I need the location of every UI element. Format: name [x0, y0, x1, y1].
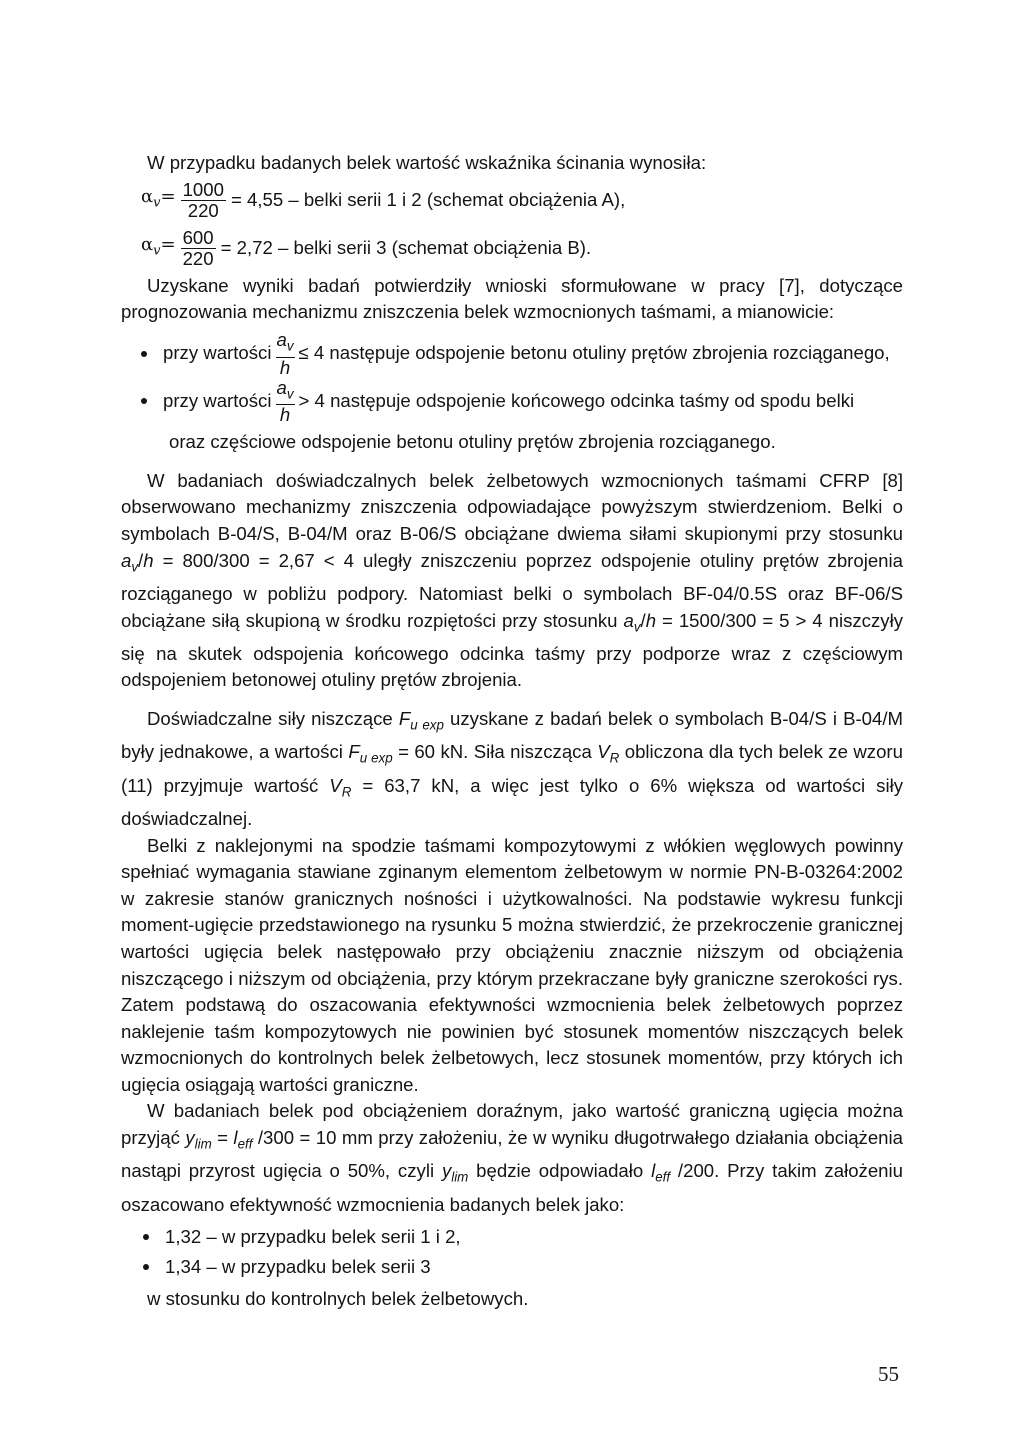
intro-paragraph: W przypadku badanych belek wartość wskaźnika ścinania wynosiła: [147, 152, 707, 173]
alpha-symbol: $\alpha_v=$ [141, 234, 176, 259]
paragraph-results: Uzyskane wyniki badań potwierdziły wnioski sformułowane w pracy [7], dotyczące prognozowania mechanizmu zniszczenia belek wzmocnionych taśmami, a mianowicie: [121, 274, 903, 323]
fraction-denominator: 220 [182, 248, 214, 270]
bullet-icon [143, 1234, 149, 1240]
efficiency-list [121, 1222, 903, 1282]
bullet-icon [143, 1264, 149, 1270]
paragraph-cfrp: W badaniach doświadczalnych belek żelbetowych wzmocnionych taśmami CFRP [8] obserwowano mechanizmy zniszczenia odpowiadające powyższym stwierdzeniom. Belki o symbolach B-04/S, B-04/M oraz B-06/S obciążane dwiema siłami skupionymi przy stosunku $a_v/h = 800/300 = 2,67 < 4$ uległy zniszczeniu poprzez odspojenie otuliny prętów zbrojenia rozciąganego w pobliżu podpory. Natomiast belki o symbolach BF-04/0.5S oraz BF-06/S obciążane siłą skupioną w środku rozpiętości przy stosunku $a_v/h = 1500/300 = 5 > 4$ niszczyły się na skutek odspojenia końcowego odcinka taśmy przy podporze wraz z częściowym odspojeniem betonowej otuliny prętów zbrojenia. [121, 469, 904, 691]
page-number: 55 [878, 1362, 899, 1386]
fraction [181, 228, 216, 269]
list-item: przy wartości $\frac{a_v}{h}$ > 4 następuje odspojenie końcowego odcinka taśmy od spodu belki [141, 378, 903, 426]
equation-rhs: = 4,55 – belki serii 1 i 2 (schemat obciążenia A), [230, 189, 626, 211]
bullet-icon [141, 398, 147, 404]
fraction [181, 180, 226, 221]
fraction-numerator: 1000 [182, 179, 224, 201]
fraction-av-h: $\frac{a_v}{h}$ [276, 376, 294, 426]
paragraph-serviceability: Belki z naklejonymi na spodzie taśmami kompozytowymi z włókien węglowych powinny spełniać wymagania stawiane zginanym elementom żelbetowym w normie PN-B-03264:2002 w zakresie stanów granicznych nośności i użytkowalności. Na podstawie wykresu funkcji moment-ugięcie przedstawionego na rysunku 5 można stwierdzić, że przekroczenie granicznej wartości ugięcia belek następowało przy obciążeniu znacznie niższym od obciążenia niszczącego i niższym od obciążenia, przy którym przekraczane były graniczne szerokości rys. Zatem podstawą do oszacowania efektywności wzmocnienia belek żelbetowych poprzez naklejenie taśm kompozytowych nie powinien być stosunek momentów niszczących belek wzmocnionych do kontrolnych belek żelbetowych, lecz stosunek momentów, przy których ich ugięcia osiągają wartości graniczne. [121, 834, 903, 1095]
fraction-denominator: 220 [187, 200, 219, 222]
fraction-av-h: $\frac{a_v}{h}$ [276, 328, 294, 378]
equation-alpha-2 [141, 225, 903, 273]
list-continuation: oraz częściowe odspojenie betonu otuliny prętów zbrojenia rozciąganego. [169, 431, 776, 453]
fraction-numerator: 600 [182, 227, 214, 249]
closing-line: w stosunku do kontrolnych belek żelbetowych. [147, 1288, 529, 1310]
list-item: przy wartości $\frac{a_v}{h}$ ≤ 4 następuje odspojenie betonu otuliny prętów zbrojenia rozciąganego, [141, 330, 903, 378]
equation-rhs: = 2,72 – belki serii 3 (schemat obciążenia B). [220, 237, 592, 259]
equation-alpha-1 [141, 177, 903, 225]
list-item: 1,34 – w przypadku belek serii 3 [143, 1252, 903, 1282]
text-column [121, 150, 903, 1313]
paragraph-deflection: W badaniach belek pod obciążeniem doraźnym, jako wartość graniczną ugięcia można przyjąć $y_{lim} = l_{eff}$ /300 = 10 mm przy założeniu, że w wyniku długotrwałego działania obciążenia nastąpi przyrost ugięcia o 50%, czyli $y_{lim}$ będzie odpowiadało $l_{eff}$ /200. Przy takim założeniu oszacowano efektywność wzmocnienia badanych belek jako: [121, 1100, 903, 1215]
alpha-symbol: $\alpha_v=$ [141, 186, 176, 211]
bullet-icon [141, 351, 147, 357]
paragraph-forces: Doświadczalne siły niszczące $F_{u exp}$ uzyskane z badań belek o symbolach B-04/S i B-04/M były jednakowe, a wartości $F_{u exp} = 60$ kN. Siła niszcząca $V_R$ obliczona dla tych belek ze wzoru (11) przyjmuje wartość $V_R = 63,7$ kN, a więc jest tylko o 6% większa od wartości siły doświadczalnej. [121, 708, 904, 829]
list-item: 1,32 – w przypadku belek serii 1 i 2, [143, 1222, 903, 1252]
mechanism-list [121, 330, 903, 425]
